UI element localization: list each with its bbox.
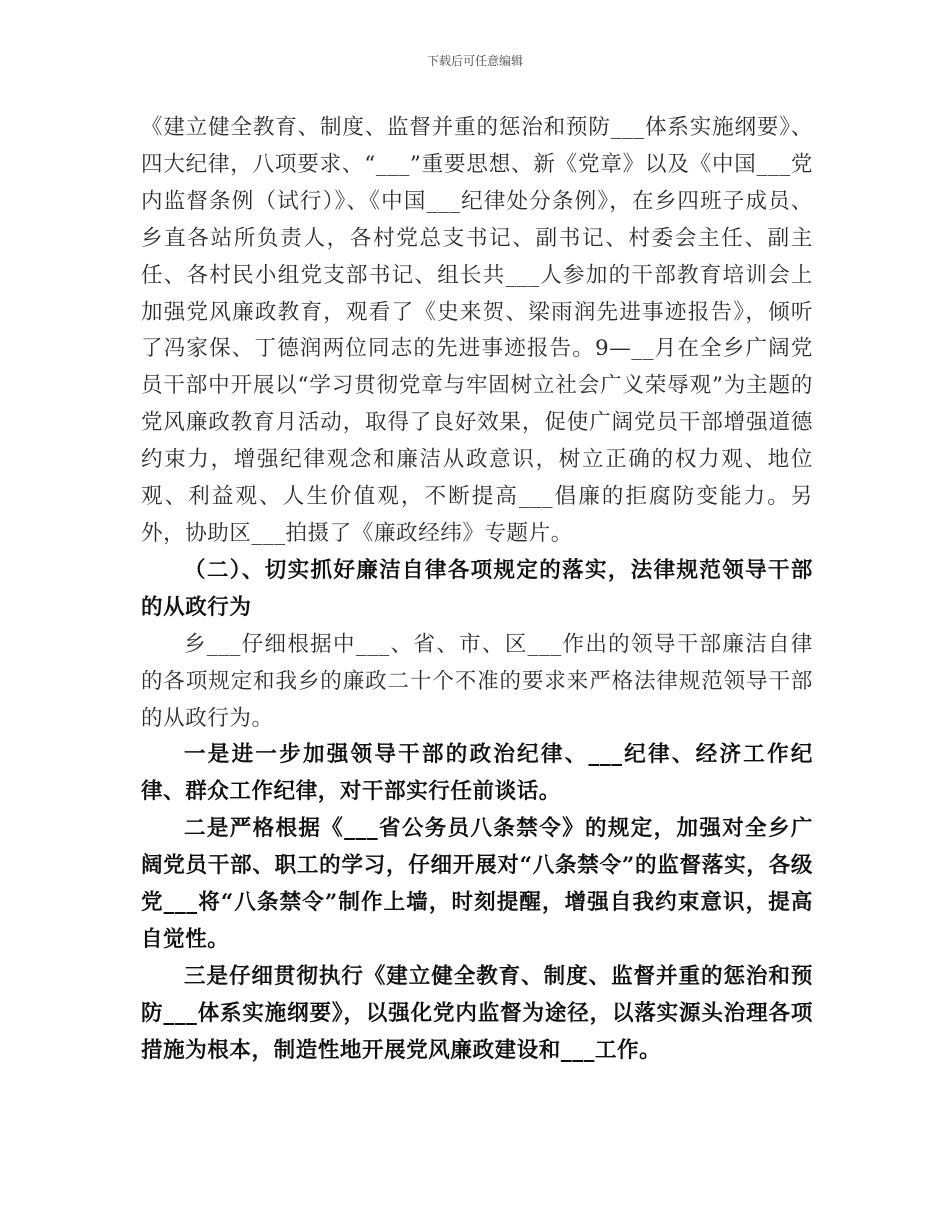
- point-one: 一是进一步加强领导干部的政治纪律、___纪律、经济工作纪律、群众工作纪律，对干部实行任前谈话。: [141, 742, 813, 805]
- section-heading-2: （二）、切实抓好廉洁自律各项规定的落实，法律规范领导干部的从政行为: [141, 557, 813, 620]
- point-three: 三是仔细贯彻执行《建立健全教育、制度、监督并重的惩治和预防___体系实施纲要》，以强化党内监督为途径，以落实源头治理各项措施为根本，制造性地开展党风廉政建设和___工作。: [141, 963, 813, 1063]
- paragraph-education-activities: 《建立健全教育、制度、监督并重的惩治和预防___体系实施纲要》、四大纪律，八项要求、“___”重要思想、新《党章》以及《中国___党内监督条例（试行）》、《中国___纪律处分条例》，在乡四班子成员、乡直各站所负责人，各村党总支书记、副书记、村委会主任、副主任、各村民小组党支部书记、组长共___人参加的干部教育培训会上加强党风廉政教育，观看了《史来贺、梁雨润先进事迹报告》，倾听了冯家保、丁德润两位同志的先进事迹报告。9—__月在全乡广阔党员干部中开展以“学习贯彻党章与牢固树立社会广义荣辱观”为主题的党风廉政教育月活动，取得了良好效果，促使广阔党员干部增强道德约束力，增强纪律观念和廉洁从政意识，树立正确的权力观、地位观、利益观、人生价值观，不断提高___倡廉的拒腐防变能力。另外，协助区___拍摄了《廉政经纬》专题片。: [141, 115, 813, 546]
- point-two: 二是严格根据《___省公务员八条禁令》的规定，加强对全乡广阔党员干部、职工的学习，仔细开展对“八条禁令”的监督落实，各级党___将“八条禁令”制作上墙，时刻提醒，增强自我约束意识，提高自觉性。: [141, 816, 813, 952]
- paragraph-self-discipline: 乡___仔细根据中___、省、市、区___作出的领导干部廉洁自律的各项规定和我乡的廉政二十个不准的要求来严格法律规范领导干部的从政行为。: [141, 631, 813, 731]
- page-header: 下载后可任意编辑: [426, 54, 523, 68]
- document-body: [141, 110, 813, 1070]
